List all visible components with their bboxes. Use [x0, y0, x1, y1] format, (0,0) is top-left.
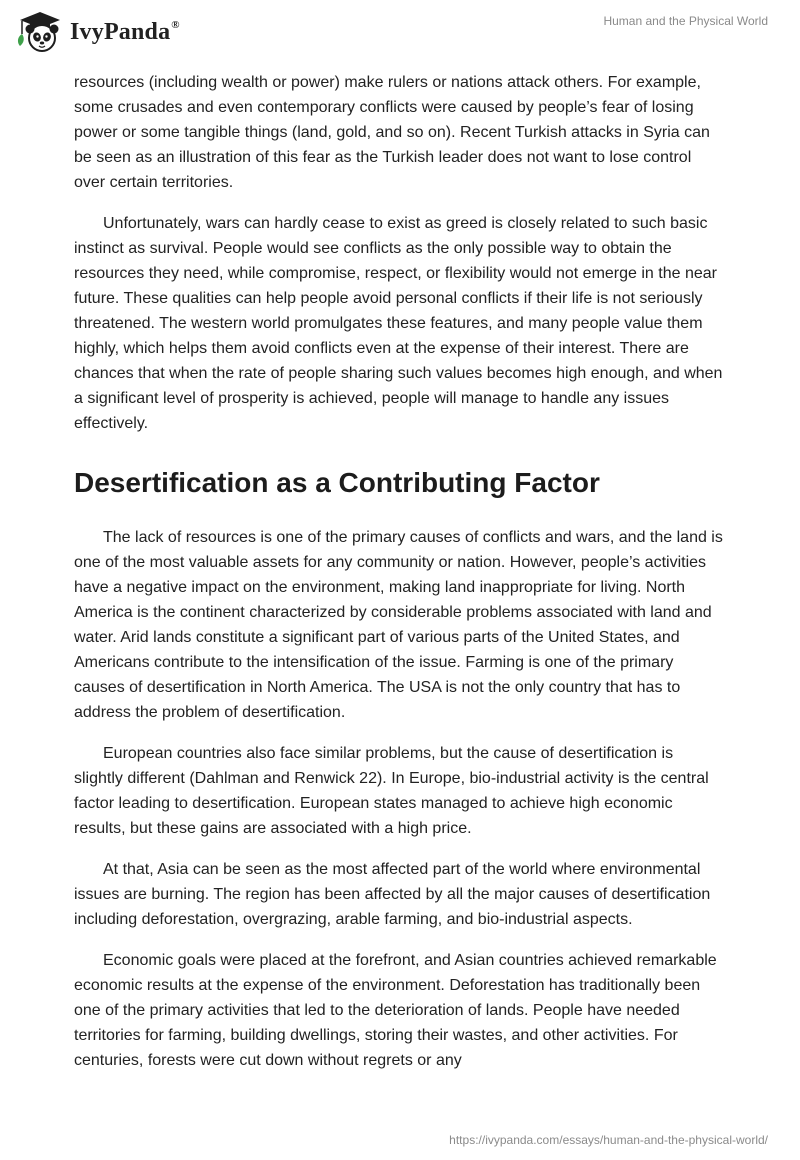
- essay-content: [74, 70, 724, 1073]
- paragraph: European countries also face similar problems, but the cause of desertification is slightly different (Dahlman and Renwick 22). In Europe, bio-industrial activity is the central factor leading to desertification. European states managed to achieve high economic results, but these gains are associated with a high price.: [74, 745, 709, 837]
- logo-text: IvyPanda®: [70, 18, 180, 45]
- paragraph: resources (including wealth or power) make rulers or nations attack others. For example, some crusades and even contemporary conflicts were caused by people’s fear of losing power or some tangible things (land, gold, and so on). Recent Turkish attacks in Syria can be seen as an illustration of this fear as the Turkish leader does not want to lose control over certain territories.: [74, 74, 710, 191]
- section-heading: Desertification as a Contributing Factor: [74, 467, 600, 498]
- paragraph: Economic goals were placed at the forefront, and Asian countries achieved remarkable economic results at the expense of the environment. Deforestation has traditionally been one of the primary activities that led to the deterioration of lands. People have needed territories for farming, building dwellings, storing their wastes, and other activities. For centuries, forests were cut down without regrets or any: [74, 952, 717, 1069]
- ivypanda-logo[interactable]: [16, 10, 180, 54]
- document-title: Human and the Physical World: [603, 14, 768, 28]
- paragraph: At that, Asia can be seen as the most affected part of the world where environmental issues are burning. The region has been affected by all the major causes of desertification including deforestation, overgrazing, arable farming, and bio-industrial aspects.: [74, 861, 711, 928]
- paragraph: Unfortunately, wars can hardly cease to exist as greed is closely related to such basic instinct as survival. People would see conflicts as the only possible way to obtain the resources they need, while compromise, respect, or flexibility would not emerge in the near future. These qualities can help people avoid personal conflicts if their life is not seriously threatened. The western world promulgates these features, and many people value them highly, which helps them avoid conflicts even at the expense of their interest. There are chances that when the rate of people sharing such values becomes high enough, and when a significant level of prosperity is achieved, people will manage to handle any issues effectively.: [74, 215, 723, 432]
- page-header: [0, 0, 800, 66]
- paragraph: The lack of resources is one of the primary causes of conflicts and wars, and the land is one of the most valuable assets for any community or nation. However, people’s activities have a negative impact on the environment, making land inappropriate for living. North America is the continent characterized by considerable problems associated with land and water. Arid lands constitute a significant part of various parts of the United States, and Americans contribute to the intensification of the issue. Farming is one of the primary causes of desertification in North America. The USA is not the only country that has to address the problem of desertification.: [74, 529, 723, 721]
- panda-graduate-icon: [16, 10, 64, 54]
- footer-url[interactable]: https://ivypanda.com/essays/human-and-the-physical-world/: [449, 1133, 768, 1147]
